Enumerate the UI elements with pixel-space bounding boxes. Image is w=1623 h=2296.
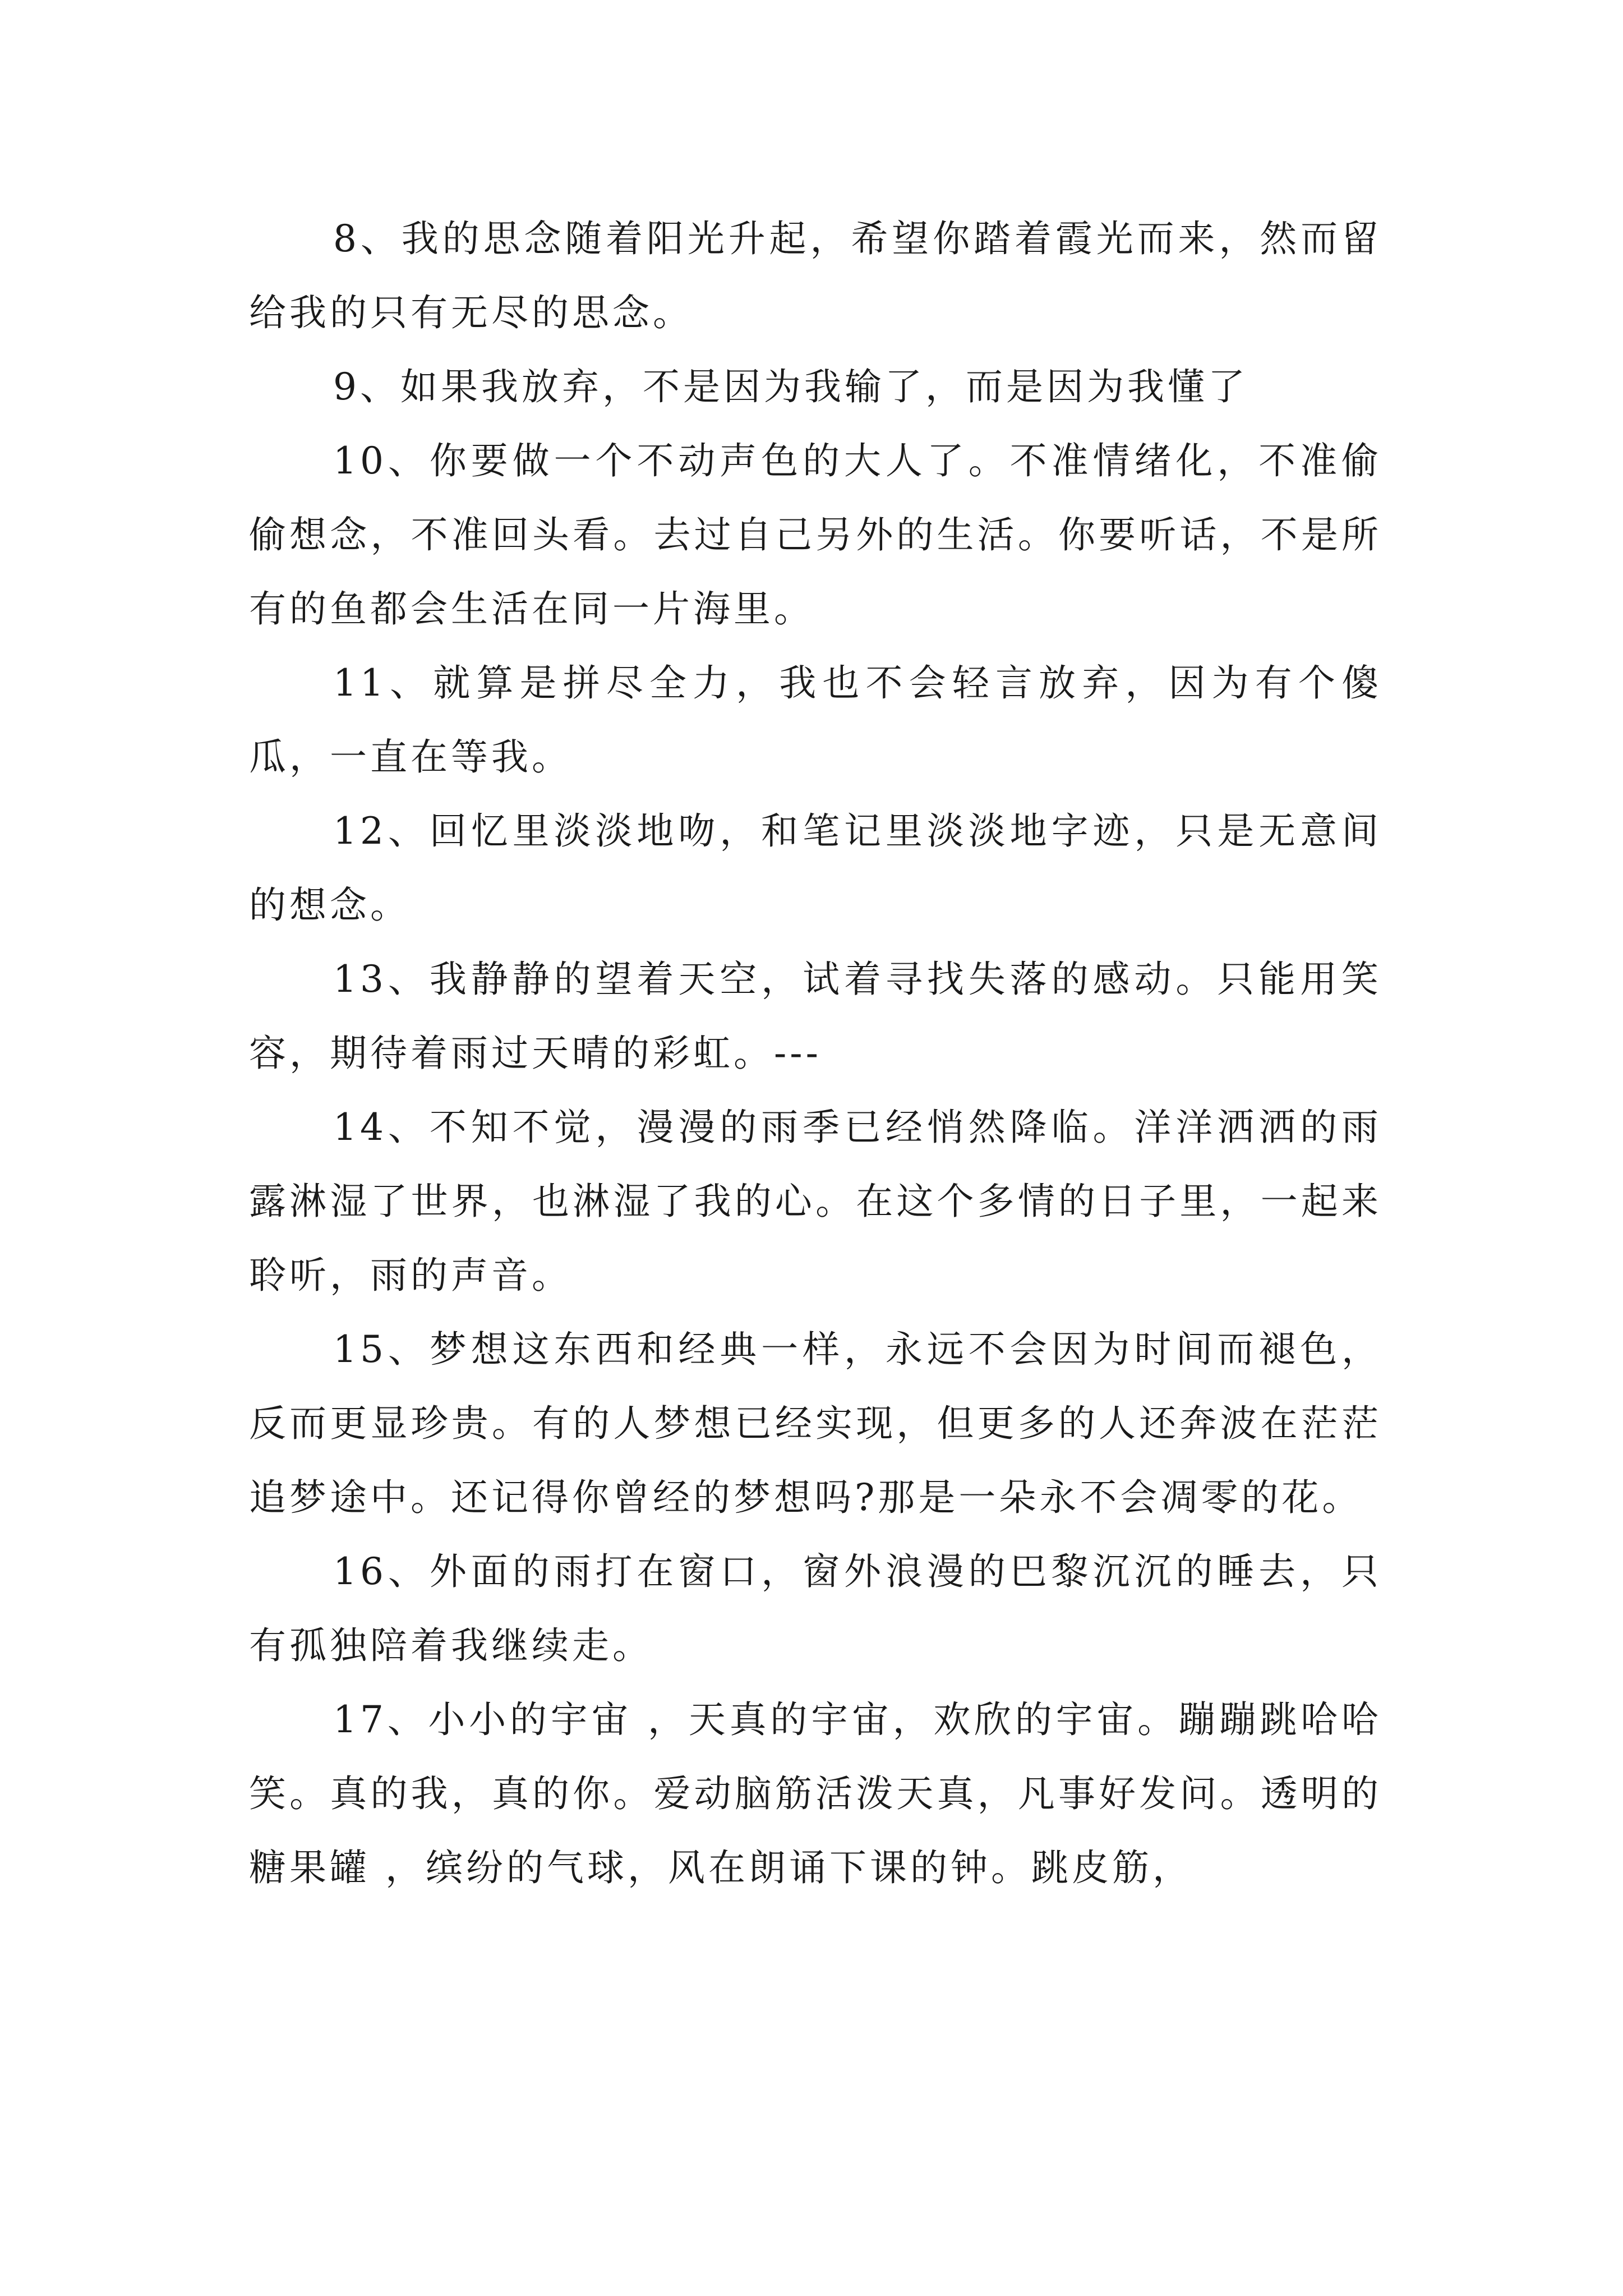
paragraph-12: 12、回忆里淡淡地吻，和笔记里淡淡地字迹，只是无意间的想念。 bbox=[249, 809, 1382, 927]
paragraph-15: 15、梦想这东西和经典一样，永远不会因为时间而褪色，反而更显珍贵。有的人梦想已经实现，但更多的人还奔波在茫茫追梦途中。还记得你曾经的梦想吗?那是一朵永不会凋零的花。 bbox=[249, 1328, 1382, 1519]
paragraph-11: 11、就算是拼尽全力，我也不会轻言放弃，因为有个傻瓜，一直在等我。 bbox=[249, 661, 1382, 779]
paragraph-9: 9、如果我放弃，不是因为我输了，而是因为我懂了 bbox=[333, 365, 1248, 408]
paragraph-14: 14、不知不觉，漫漫的雨季已经悄然降临。洋洋洒洒的雨露淋湿了世界，也淋湿了我的心。在这个多情的日子里，一起来聆听，雨的声音。 bbox=[249, 1106, 1382, 1297]
paragraph-17: 17、小小的宇宙 ，天真的宇宙，欢欣的宇宙。蹦蹦跳哈哈笑。真的我，真的你。爱动脑筋活泼天真，凡事好发问。透明的糖果罐 ，缤纷的气球，风在朗诵下课的钟。跳皮筋， bbox=[249, 1698, 1382, 1889]
document-body bbox=[249, 202, 1382, 1905]
paragraph-10: 10、你要做一个不动声色的大人了。不准情绪化，不准偷偷想念，不准回头看。去过自己另外的生活。你要听话，不是所有的鱼都会生活在同一片海里。 bbox=[249, 439, 1382, 631]
paragraph-13: 13、我静静的望着天空，试着寻找失落的感动。只能用笑容，期待着雨过天晴的彩虹。--- bbox=[249, 958, 1382, 1075]
paragraph-16: 16、外面的雨打在窗口，窗外浪漫的巴黎沉沉的睡去，只有孤独陪着我继续走。 bbox=[249, 1550, 1382, 1667]
paragraph-8: 8、我的思念随着阳光升起，希望你踏着霞光而来，然而留给我的只有无尽的思念。 bbox=[249, 217, 1382, 334]
